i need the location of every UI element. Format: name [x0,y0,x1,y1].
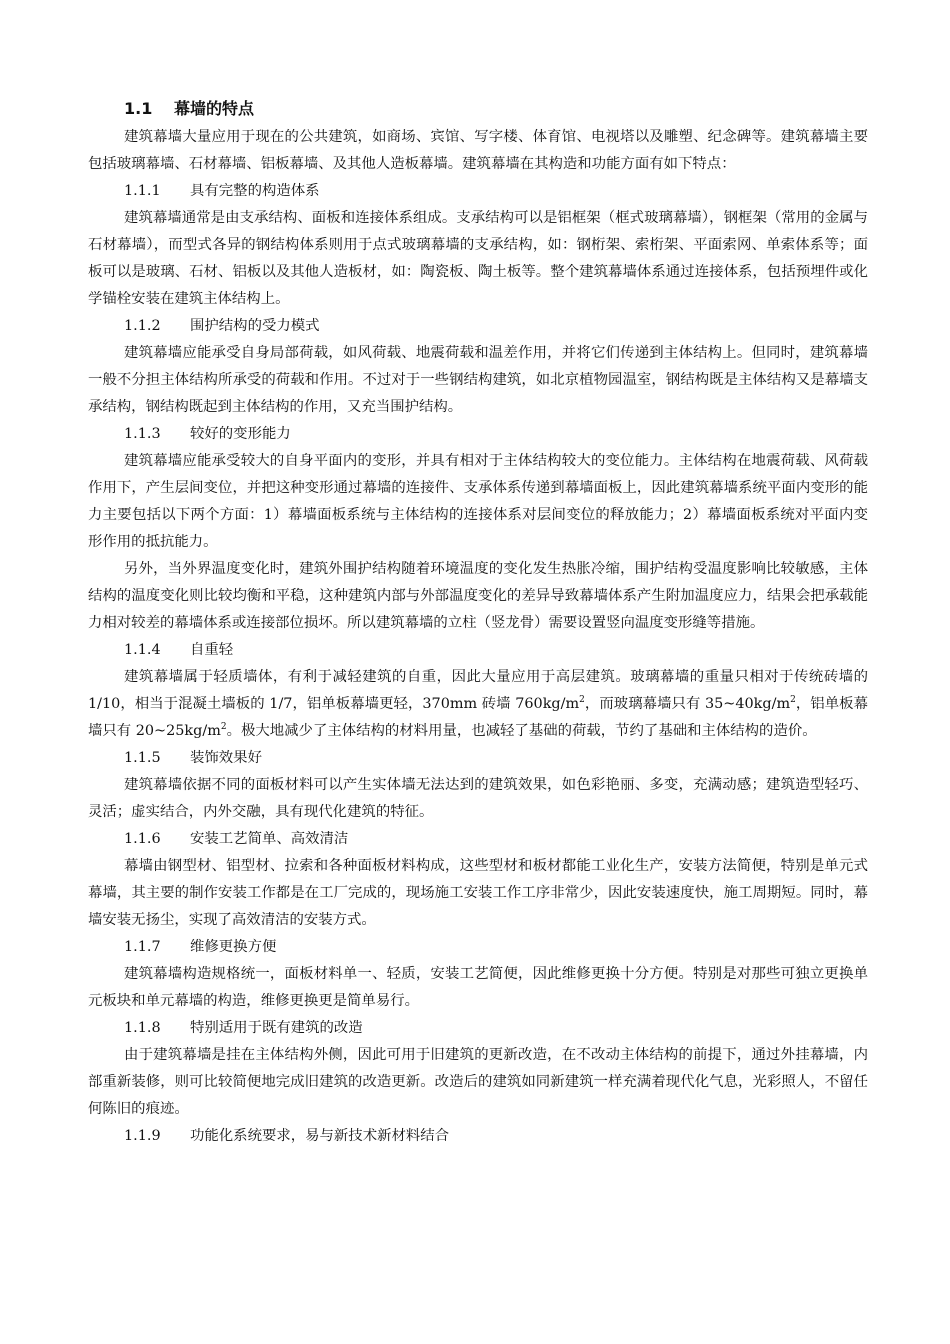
subheading-1-1-8: 1.1.8 特别适用于既有建筑的改造 [124,1020,363,1036]
paragraph: 建筑幕墙依据不同的面板材料可以产生实体墙无法达到的建筑效果，如色彩艳丽、多变，充满动感；建筑造型轻巧、灵活；虚实结合，内外交融，具有现代化建筑的特征。 [88,777,868,820]
intro-paragraph: 建筑幕墙大量应用于现在的公共建筑，如商场、宾馆、写字楼、体育馆、电视塔以及雕塑、纪念碑等。建筑幕墙主要包括玻璃幕墙、石材幕墙、铝板幕墙、及其他人造板幕墙。建筑幕墙在其构造和功能方面有如下特点： [88,129,868,172]
subheading-1-1-1: 1.1.1 具有完整的构造体系 [124,183,320,199]
paragraph: 建筑幕墙通常是由支承结构、面板和连接体系组成。支承结构可以是铝框架（框式玻璃幕墙），钢框架（常用的金属与石材幕墙），而型式各异的钢结构体系则用于点式玻璃幕墙的支承结构，如：钢桁架、索桁架、平面索网、单索体系等；面板可以是玻璃、石材、铝板以及其他人造板材，如：陶瓷板、陶土板等。整个建筑幕墙体系通过连接体系，包括预埋件或化学锚栓安装在建筑主体结构上。 [88,210,868,307]
subheading-1-1-9: 1.1.9 功能化系统要求，易与新技术新材料结合 [124,1128,450,1144]
paragraph: 建筑幕墙属于轻质墙体，有利于减轻建筑的自重，因此大量应用于高层建筑。玻璃幕墙的重量只相对于传统砖墙的 1/10，相当于混凝土墙板的 1/7，铝单板幕墙更轻，370mm 砖墙 $760kg/m^2$，而玻璃幕墙只有 $35\sim 40kg/m^2$，铝单板幕墙只有 $20\sim 25kg/m^2$。极大地减少了主体结构的材料用量，也减轻了基础的荷载，节约了基础和主体结构的造价。 [88,669,868,739]
subheading-1-1-2: 1.1.2 围护结构的受力模式 [124,318,320,334]
document-page [88,96,868,1150]
subheading-1-1-4: 1.1.4 自重轻 [124,642,234,658]
paragraph: 幕墙由钢型材、铝型材、拉索和各种面板材料构成，这些型材和板材都能工业化生产，安装方法简便，特别是单元式幕墙，其主要的制作安装工作都是在工厂完成的，现场施工安装工作工序非常少，因此安装速度快，施工周期短。同时，幕墙安装无扬尘，实现了高效清洁的安装方式。 [88,858,868,928]
paragraph: 建筑幕墙应能承受较大的自身平面内的变形，并具有相对于主体结构较大的变位能力。主体结构在地震荷载、风荷载作用下，产生层间变位，并把这种变形通过幕墙的连接件、支承体系传递到幕墙面板上，因此建筑幕墙系统平面内变形的能力主要包括以下两个方面：1）幕墙面板系统与主体结构的连接体系对层间变位的释放能力；2）幕墙面板系统对平面内变形作用的抵抗能力。 [88,453,868,550]
subheading-1-1-6: 1.1.6 安装工艺简单、高效清洁 [124,831,349,847]
subheading-1-1-5: 1.1.5 装饰效果好 [124,750,262,766]
section-number: 1.1 [124,99,153,118]
paragraph: 另外，当外界温度变化时，建筑外围护结构随着环境温度的变化发生热胀冷缩，围护结构受温度影响比较敏感，主体结构的温度变化则比较均衡和平稳，这种建筑内部与外部温度变化的差异导致幕墙体系产生附加温度应力，结果会把承载能力相对较差的幕墙体系或连接部位损坏。所以建筑幕墙的立柱（竖龙骨）需要设置竖向温度变形缝等措施。 [88,561,868,631]
paragraph: 建筑幕墙构造规格统一，面板材料单一、轻质，安装工艺简便，因此维修更换十分方便。特别是对那些可独立更换单元板块和单元幕墙的构造，维修更换更是简单易行。 [88,966,868,1009]
subheading-1-1-7: 1.1.7 维修更换方便 [124,939,277,955]
section-heading [124,96,868,122]
section-title: 幕墙的特点 [174,99,255,118]
subheading-1-1-3: 1.1.3 较好的变形能力 [124,426,291,442]
paragraph: 由于建筑幕墙是挂在主体结构外侧，因此可用于旧建筑的更新改造，在不改动主体结构的前提下，通过外挂幕墙，内部重新装修，则可比较简便地完成旧建筑的改造更新。改造后的建筑如同新建筑一样充满着现代化气息，光彩照人，不留任何陈旧的痕迹。 [88,1047,868,1117]
paragraph: 建筑幕墙应能承受自身局部荷载，如风荷载、地震荷载和温差作用，并将它们传递到主体结构上。但同时，建筑幕墙一般不分担主体结构所承受的荷载和作用。不过对于一些钢结构建筑，如北京植物园温室，钢结构既是主体结构又是幕墙支承结构，钢结构既起到主体结构的作用，又充当围护结构。 [88,345,868,415]
